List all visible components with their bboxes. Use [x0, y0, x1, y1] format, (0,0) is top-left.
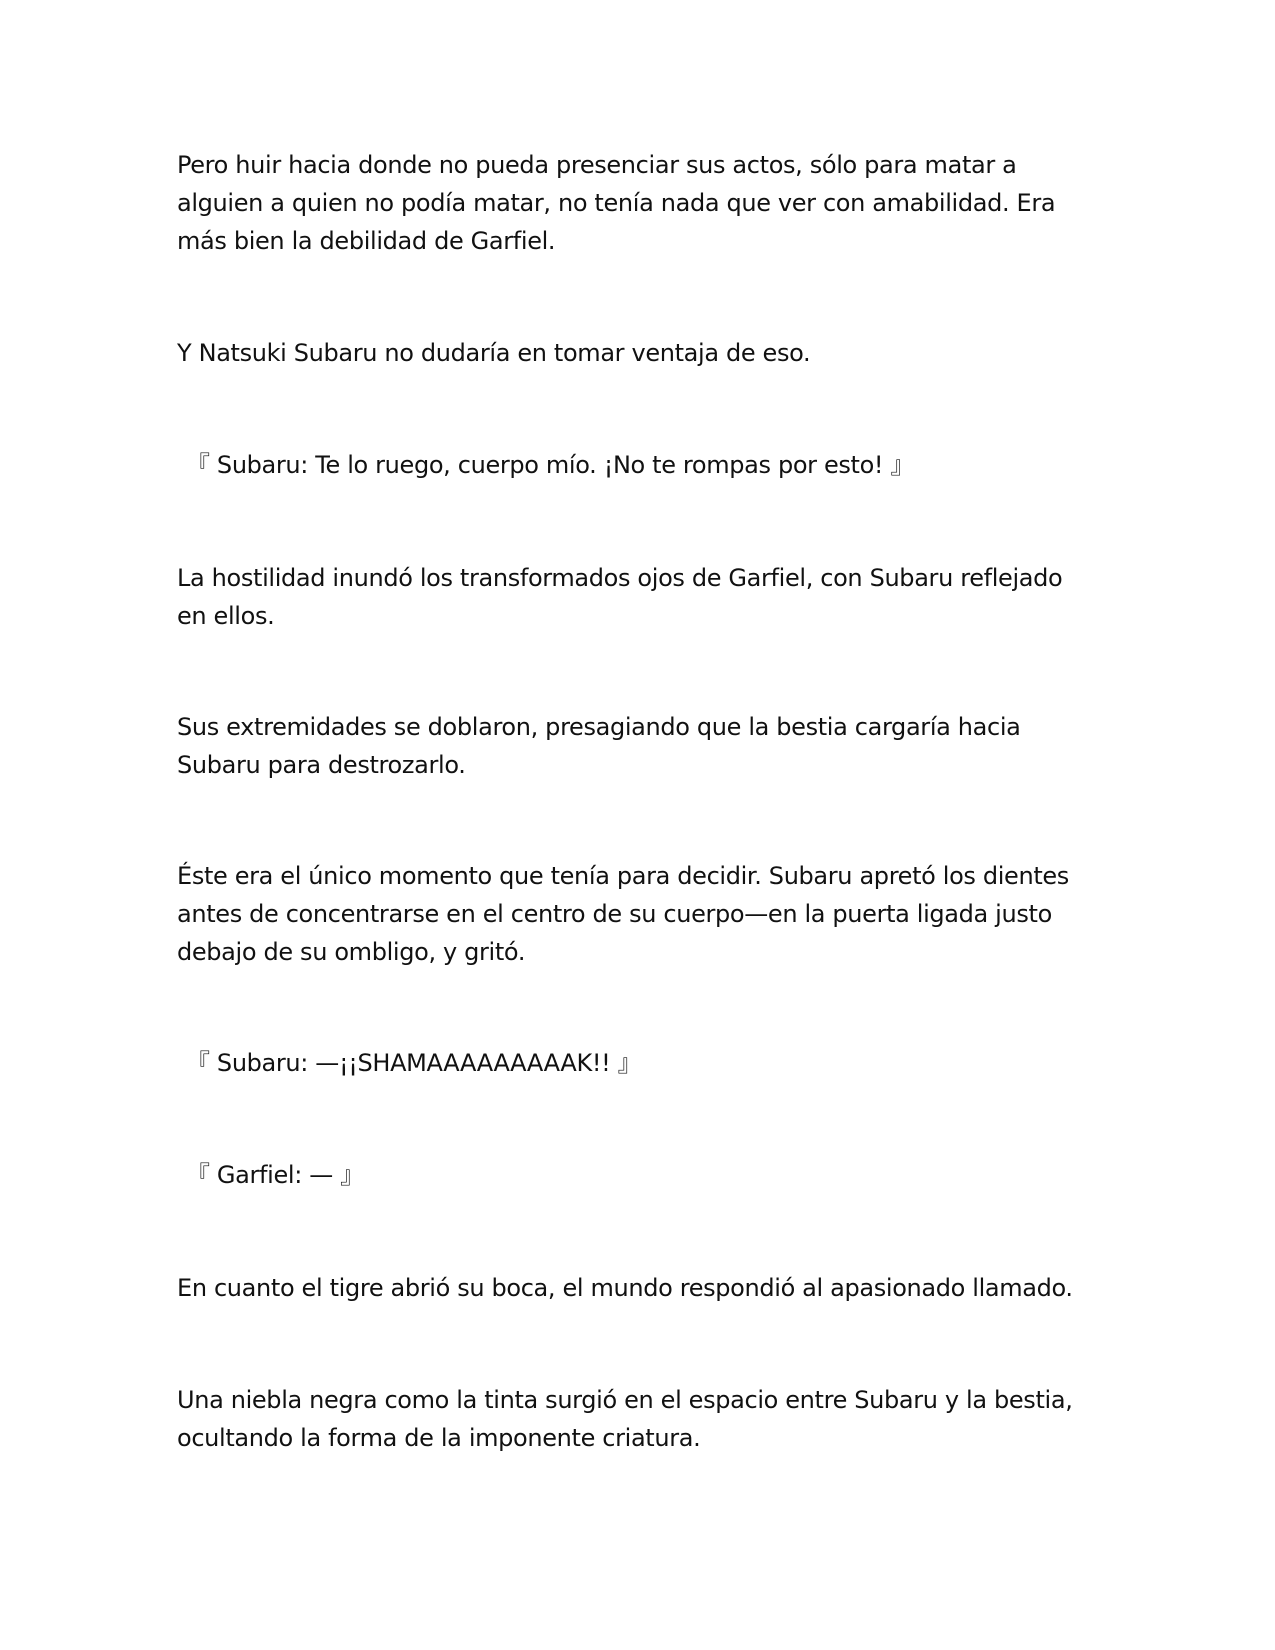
text-line: En cuanto el tigre abrió su boca, el mundo respondió al apasionado llamado. [177, 1274, 1073, 1302]
text-line: Y Natsuki Subaru no dudaría en tomar ventaja de eso. [177, 339, 811, 367]
dialogue-line [186, 1156, 1116, 1194]
text-line: Una niebla negra como la tinta surgió en el espacio entre Subaru y la bestia, [177, 1386, 1073, 1414]
dialogue-line [186, 446, 1116, 484]
paragraph [177, 559, 1107, 635]
text-line: antes de concentrarse en el centro de su cuerpo—en la puerta ligada justo [177, 900, 1052, 928]
paragraph [177, 1381, 1107, 1457]
paragraph [177, 1269, 1107, 1307]
paragraph [177, 146, 1107, 260]
text-line: en ellos. [177, 602, 275, 630]
text-line: debajo de su ombligo, y gritó. [177, 938, 526, 966]
paragraph [177, 334, 1107, 372]
text-line: ocultando la forma de la imponente criatura. [177, 1424, 701, 1452]
text-line: 『 Garfiel: — 』 [186, 1161, 364, 1189]
paragraph [177, 708, 1107, 784]
text-line: La hostilidad inundó los transformados ojos de Garfiel, con Subaru reflejado [177, 564, 1063, 592]
text-line: 『 Subaru: Te lo ruego, cuerpo mío. ¡No te rompas por esto! 』 [186, 451, 915, 479]
dialogue-line [186, 1044, 1116, 1082]
text-line: Éste era el único momento que tenía para decidir. Subaru apretó los dientes [177, 862, 1069, 890]
text-line: alguien a quien no podía matar, no tenía nada que ver con amabilidad. Era [177, 189, 1056, 217]
text-line: Subaru para destrozarlo. [177, 751, 466, 779]
text-line: 『 Subaru: —¡¡SHAMAAAAAAAAAK!! 』 [186, 1049, 642, 1077]
text-line: más bien la debilidad de Garfiel. [177, 227, 556, 255]
text-line: Sus extremidades se doblaron, presagiando que la bestia cargaría hacia [177, 713, 1021, 741]
text-line: Pero huir hacia donde no pueda presenciar sus actos, sólo para matar a [177, 151, 1017, 179]
paragraph [177, 857, 1107, 971]
